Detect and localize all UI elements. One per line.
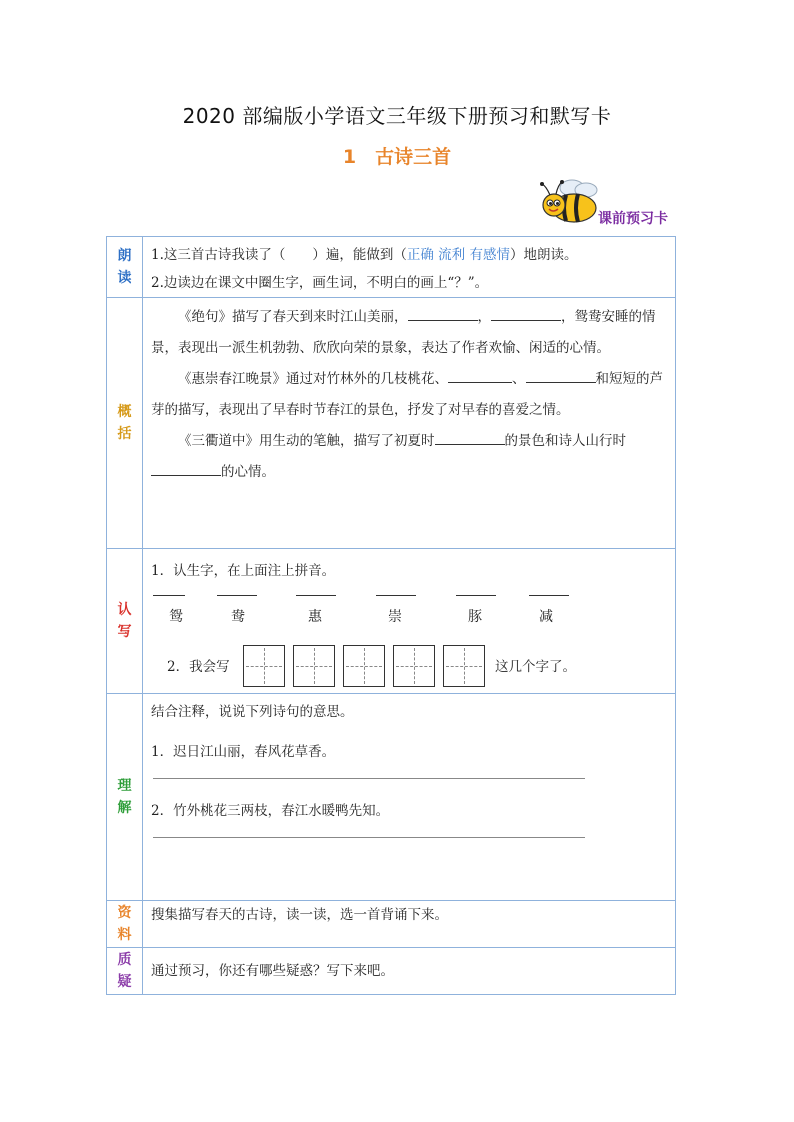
new-character: 豚 [468, 609, 482, 625]
material-text: 搜集描写春天的古诗，读一读，选一首背诵下来。 [143, 901, 676, 948]
blank-input[interactable] [151, 461, 221, 476]
summary-content [143, 298, 676, 549]
writing-content [143, 549, 676, 694]
writing-grid-box[interactable] [243, 645, 285, 687]
reading-content [143, 237, 676, 298]
section-label-question: 质 疑 [107, 948, 143, 995]
reading-line-2: 2.边读边在课文中圈生字，画生词，不明白的画上“？”。 [151, 275, 489, 291]
understanding-intro: 结合注释，说说下列诗句的意思。 [151, 704, 354, 720]
pinyin-blank[interactable] [296, 595, 336, 596]
writing-grid-box[interactable] [393, 645, 435, 687]
preview-table [106, 236, 676, 995]
reading-line-1: 1.这三首古诗我读了（ ）遍，能做到（正确 流利 有感情）地朗读。 [151, 247, 578, 263]
answer-line[interactable] [153, 837, 585, 838]
section-label-summary: 概 括 [107, 298, 143, 549]
new-character: 鸯 [231, 609, 245, 625]
question-text: 通过预习，你还有哪些疑惑？写下来吧。 [143, 948, 676, 995]
writing-task-2-suffix: 这几个字了。 [495, 659, 576, 675]
section-reading [107, 237, 676, 298]
section-summary [107, 298, 676, 549]
blank-input[interactable] [491, 306, 561, 321]
understanding-content [143, 694, 676, 901]
section-label-writing: 认 写 [107, 549, 143, 694]
writing-grid-box[interactable] [343, 645, 385, 687]
blank-input[interactable] [435, 430, 505, 445]
writing-task-2-label: 2．我会写 [167, 659, 230, 675]
section-label-reading: 朗 读 [107, 237, 143, 298]
pinyin-blank[interactable] [529, 595, 569, 596]
badge-label: 课前预习卡 [598, 211, 668, 227]
pinyin-blank[interactable] [217, 595, 257, 596]
summary-paragraph-1: 《绝句》描写了春天到来时江山美丽， ， ，鸳鸯安睡的情景，表现出一派生机勃勃、欣欣向荣的景象，表达了作者欢愉、闲适的心情。 [151, 302, 669, 364]
new-character: 崇 [388, 609, 402, 625]
section-material [107, 901, 676, 948]
summary-paragraph-2: 《惠崇春江晚景》通过对竹林外的几枝桃花、 、 和短短的芦芽的描写，表现出了早春时节春江的景色，抒发了对早春的喜爱之情。 [151, 364, 669, 426]
summary-paragraph-3: 《三衢道中》用生动的笔触，描写了初夏时 的景色和诗人山行时的心情。 [151, 426, 669, 488]
page-title: 2020 部编版小学语文三年级下册预习和默写卡 [182, 104, 612, 128]
writing-grid-row [151, 643, 669, 691]
section-label-material: 资 料 [107, 901, 143, 948]
section-understanding [107, 694, 676, 901]
section-question [107, 948, 676, 995]
pinyin-row [151, 583, 669, 643]
writing-task-1: 1．认生字，在上面注上拼音。 [151, 563, 336, 579]
writing-grid-box[interactable] [293, 645, 335, 687]
understanding-question-1: 1．迟日江山丽，春风花草香。 [151, 744, 336, 760]
section-writing [107, 549, 676, 694]
pinyin-blank[interactable] [153, 595, 185, 596]
blank-input[interactable] [526, 368, 596, 383]
pinyin-blank[interactable] [456, 595, 496, 596]
blank-input[interactable] [448, 368, 512, 383]
reading-options: 正确 流利 有感情 [406, 247, 510, 263]
new-character: 惠 [308, 609, 322, 625]
section-label-understanding: 理 解 [107, 694, 143, 901]
pinyin-blank[interactable] [376, 595, 416, 596]
new-character: 鸳 [169, 609, 183, 625]
new-character: 减 [539, 609, 553, 625]
writing-grid-box[interactable] [443, 645, 485, 687]
lesson-title: 1 古诗三首 [342, 146, 452, 168]
understanding-question-2: 2．竹外桃花三两枝，春江水暖鸭先知。 [151, 803, 390, 819]
blank-input[interactable] [408, 306, 478, 321]
preview-card-badge [538, 178, 680, 230]
answer-line[interactable] [153, 778, 585, 779]
